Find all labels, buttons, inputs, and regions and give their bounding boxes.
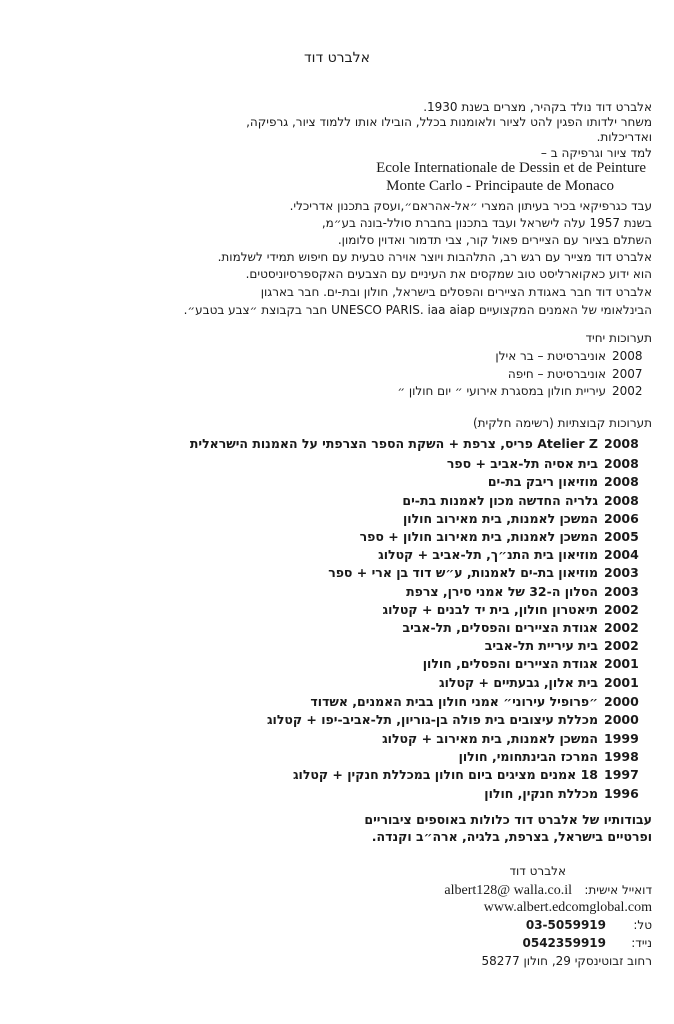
- list-item: 1996 מכללת חנקין, חולון: [484, 786, 639, 801]
- list-item: 2005 המשכן לאמנות, בית מאירוב חולון + ספר: [359, 529, 639, 544]
- list-item: 1999 המשכן לאמנות, בית מאירוב + קטלוג: [382, 731, 639, 746]
- list-item: 2006 המשכן לאמנות, בית מאירוב חולון: [403, 511, 639, 526]
- school-name: Ecole Internationale de Dessin et de Peinture: [376, 160, 646, 176]
- phone-number: 03-5059919: [525, 918, 606, 932]
- bio-line-6: בשנת 1957 עלה לישראל ועבד בתכנון בחברת סולל-בונה בע״מ,: [321, 216, 652, 230]
- bio-line-10: אלברט דוד חבר באגודת הציירים והפסלים בישראל, חולון ובת-ים. חבר בארגון: [260, 285, 652, 299]
- list-item: 2000 מכללת עיצובים בית פולה בן-גוריון, תל-אביב-יפו + קטלוג: [266, 712, 639, 727]
- list-item: 2008 גלריה החדשה מכון לאמנות בת-ים: [402, 493, 639, 508]
- phone-label: טל:: [633, 918, 652, 932]
- list-item: 1997 18 אמנים מציגים ביום חולון במכללת חנקין + קטלוג: [292, 767, 639, 782]
- list-item: 2007 אוניברסיטת – חיפה: [507, 367, 643, 381]
- bio-line-2: משחר ילדותו הפגין להט לציור ולאומנות בכלל, הובילו אותו ללמוד ציור, גרפיקה,: [246, 115, 652, 129]
- email-label: דואייל אישית:: [584, 883, 652, 897]
- email-row: [292, 883, 652, 901]
- bio-line-5: עבד כגרפיקאי בכיר בעיתון המצרי ״אל-אהראם״,ועסק בתכנון אדריכלי.: [289, 199, 652, 213]
- list-item: 2008 אוניברסיטת – בר אילן: [495, 349, 643, 363]
- school-location: Monte Carlo - Principaute de Monaco: [386, 178, 614, 194]
- bio-line-8: אלברט דוד מצייר עם רגש רב, התלהבות ויוצר אוירה טבעית עם חיפוש תמידי לשלמות.: [217, 250, 652, 264]
- list-item: 2001 בית אלון, גבעתיים + קטלוג: [439, 675, 639, 690]
- phone-row: [292, 918, 652, 936]
- mobile-row: [292, 936, 652, 954]
- list-item: 2008 Atelier Z פריס, צרפת + השקת הספר הצרפתי על האמנות הישראלית: [189, 436, 639, 451]
- bio-line-1: אלברט דוד נולד בקהיר, מצרים בשנת 1930.: [423, 100, 652, 114]
- bio-line-3: ואדריכלות.: [596, 130, 652, 144]
- list-item: 2001 אגודת הציירים והפסלים, חולון: [422, 656, 639, 671]
- list-item: 2002 תיאטרון חולון, בית יד לבנים + קטלוג: [382, 602, 639, 617]
- contact-name: אלברט דוד: [509, 864, 566, 878]
- list-item: 2002 בית עיריית תל-אביב: [484, 638, 639, 653]
- mobile-label: נייד:: [631, 936, 652, 950]
- list-item: 2003 הסלון ה-32 של אמני סירן, צרפת: [406, 584, 639, 599]
- bio-line-9: הוא ידוע כאקוארליסט טוב שמקסים את העיניים עם הצבעים האקספרסיוניסטים.: [245, 267, 652, 281]
- list-item: 2002 אגודת הציירים והפסלים, תל-אביב: [402, 620, 639, 635]
- list-item: 2000 ״פרופיל עירוני״ אמני חולון בבית האמנים, אשדוד: [310, 694, 639, 709]
- list-item: 2008 בית אסיה תל-אביב + ספר: [446, 456, 639, 471]
- bio-line-11: הבינלאומי של האמנים המקצועיים UNESCO PARIS. iaa aiap חבר בקבוצת ״צבע בטבע״.: [183, 303, 652, 317]
- collections-note-line-1: עבודותיו של אלברט דוד כלולות באוספים ציבוריים: [364, 812, 652, 827]
- collections-note-line-2: ופרטיים בישראל, בצרפת, בלגיה, ארה״ב וקנדה.: [371, 829, 652, 844]
- email-address[interactable]: albert128@ walla.co.il: [444, 883, 572, 898]
- bio-line-7: השתלם בציור עם הציירים פאול קור, צבי תדמור ואדוין סלומון.: [337, 233, 652, 247]
- list-item: 2004 מוזיאון בית התנ״ך, תל-אביב + קטלוג: [378, 547, 639, 562]
- group-exhibitions-heading: תערוכות קבוצתיות (רשימה חלקית): [472, 416, 652, 430]
- list-item: 1998 המרכז הבינתחומי, חולון: [458, 749, 639, 764]
- street-address: רחוב זבוטינסקי 29, חולון 58277: [481, 954, 652, 968]
- website-link[interactable]: www.albert.edcomglobal.com: [483, 900, 652, 915]
- bio-line-4: למד ציור וגרפיקה ב –: [540, 146, 652, 160]
- list-item: 2003 מוזיאון בת-ים לאמנות, ע״ש דוד בן ארי + ספר: [328, 565, 639, 580]
- document-title: אלברט דוד: [304, 50, 370, 66]
- solo-exhibitions-heading: תערוכות יחיד: [585, 331, 652, 345]
- list-item: 2008 מוזיאון ריבק בת-ים: [487, 474, 639, 489]
- list-item: 2002 עיריית חולון במסגרת אירועי ״ יום חולון ״: [397, 384, 643, 398]
- website-row: [292, 900, 652, 918]
- mobile-number: 0542359919: [522, 936, 606, 950]
